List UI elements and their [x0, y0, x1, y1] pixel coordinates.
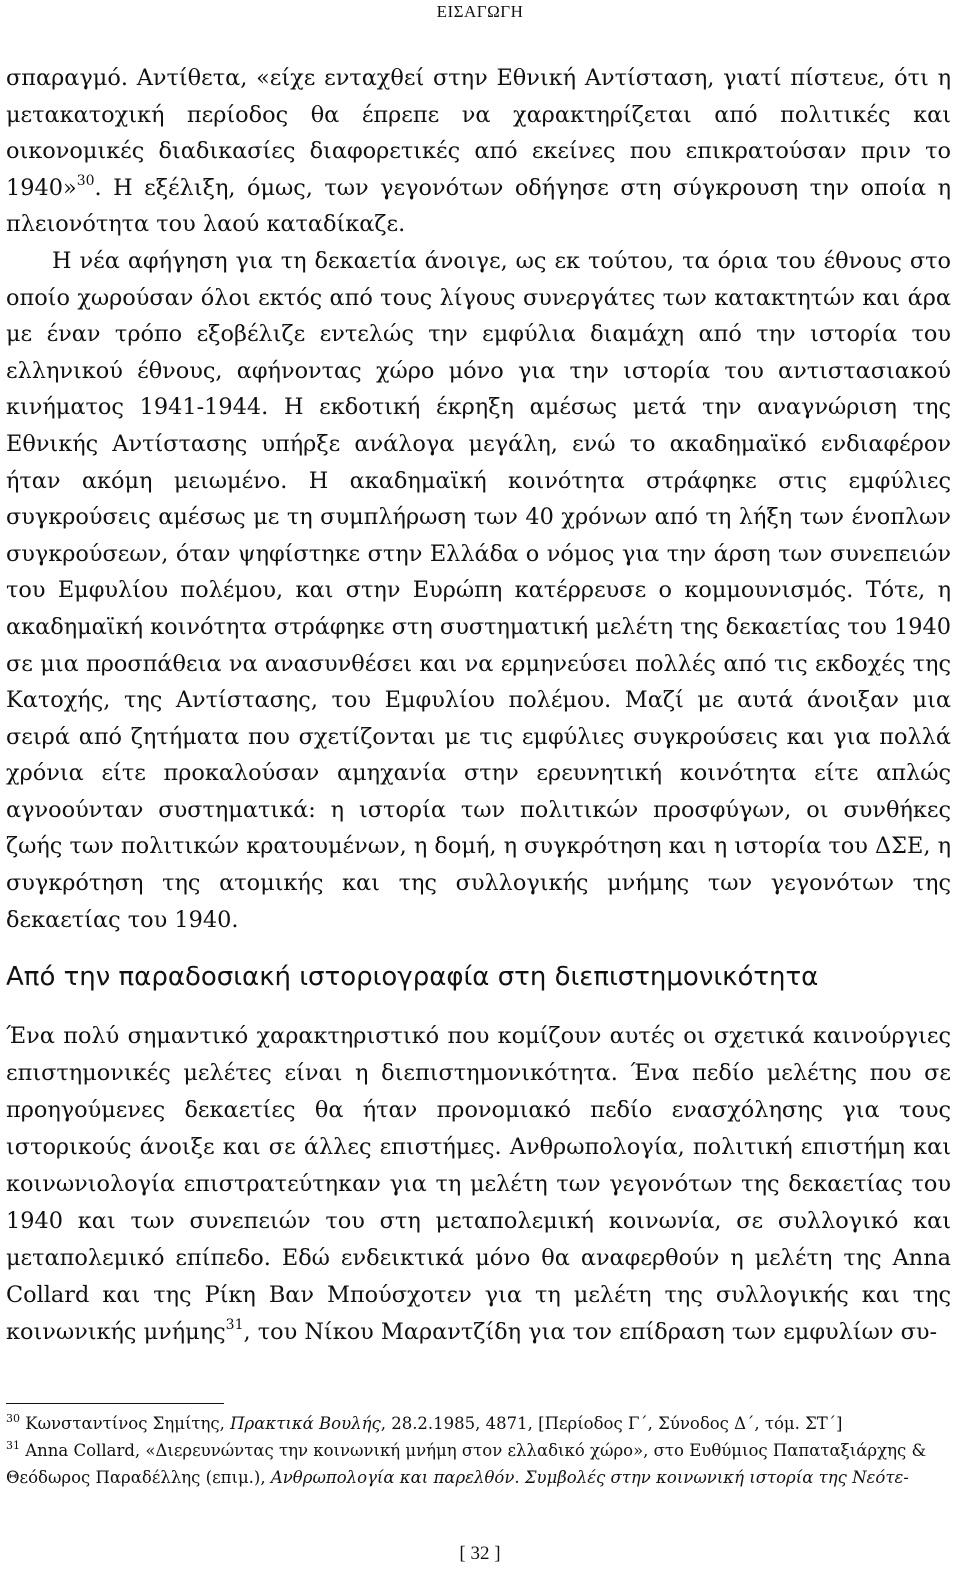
page-number: [ 32 ]: [459, 1543, 501, 1564]
section-paragraph: [6, 1018, 951, 1351]
footnotes: [6, 1410, 951, 1491]
footnote-text: Κωνσταντίνος Σημίτης,: [25, 1414, 231, 1433]
footnote-ref-30[interactable]: 30: [76, 172, 95, 189]
footnote-text: Anna Collard, «Διερευνώντας την κοινωνική μνήμη στον ελλαδικό χώρο», στο Ευθύμιος Παπαταξιάρχης & Θεόδωρος Παραδέλλης (επιμ.),: [6, 1441, 927, 1487]
footnote-title: Πρακτικά Βουλής: [230, 1414, 381, 1433]
paragraph-1-text-b: . Η εξέλιξη, όμως, των γεγονότων οδήγησε στη σύγκρουση την οποία η πλειονότητα του λαού καταδίκαζε.: [6, 174, 951, 238]
footnote-ref-31[interactable]: 31: [225, 1317, 244, 1333]
footnote-text-end: , 28.2.1985, 4871, [Περίοδος Γ΄, Σύνοδος Δ΄, τόμ. ΣΤ΄]: [380, 1414, 843, 1433]
paragraph-1: [6, 60, 951, 243]
footnote-title: Ανθρωπολογία και παρελθόν. Συμβολές στην κοινωνική ιστορία της Νεότε-: [270, 1468, 909, 1487]
running-header: ΕΙΣΑΓΩΓΗ: [436, 2, 524, 21]
section-text-b: , του Νίκου Μαραντζίδη για τον επίδραση των εμφυλίων συ-: [243, 1319, 938, 1345]
footnote-number: 31: [6, 1439, 20, 1452]
paragraph-1-text-a: σπαραγμό. Αντίθετα, «είχε ενταχθεί στην Εθνική Αντίσταση, γιατί πίστευε, ότι η μετακατοχική περίοδος θα έπρεπε να χαρακτηρίζεται από πολιτικές και οικονομικές διαδικασίες διαφορετικές από εκείνες που επικρατούσαν πριν το 1940»: [6, 65, 951, 201]
section-heading: Από την παραδοσιακή ιστοριογραφία στη διεπιστημονικότητα: [6, 962, 819, 992]
footnote-31: [6, 1437, 951, 1491]
paragraph-2: Η νέα αφήγηση για τη δεκαετία άνοιγε, ως εκ τούτου, τα όρια του έθνους στο οποίο χωρούσαν όλοι εκτός από τους λίγους συνεργάτες των κατακτητών και άρα με έναν τρόπο εξοβέλιζε εντελώς την εμφύλια διαμάχη από την ιστορία του ελληνικού έθνους, αφήνοντας χώρο μόνο για την ιστορία του αντιστασιακού κινήματος 1941-1944. Η εκδοτική έκρηξη αμέσως μετά την αναγνώριση της Εθνικής Αντίστασης υπήρξε ανάλογα μεγάλη, ενώ το ακαδημαϊκό ενδιαφέρον ήταν ακόμη μειωμένο. Η ακαδημαϊκή κοινότητα στράφηκε στις εμφύλιες συγκρούσεις αμέσως με τη συμπλήρωση των 40 χρόνων από τη λήξη των ένοπλων συγκρούσεων, όταν ψηφίστηκε στην Ελλάδα ο νόμος για την άρση των συνεπειών του Εμφυλίου πολέμου, και στην Ευρώπη κατέρρευσε ο κομμουνισμός. Τότε, η ακαδημαϊκή κοινότητα στράφηκε στη συστηματική μελέτη της δεκαετίας του 1940 σε μια προσπάθεια να ανασυνθέσει και να ερμηνεύσει πολλές από τις εκδοχές της Κατοχής, της Αντίστασης, του Εμφυλίου πολέμου. Μαζί με αυτά άνοιξαν μια σειρά από ζητήματα που σχετίζονται με τις εμφύλιες συγκρούσεις και για πολλά χρόνια είτε προκαλούσαν αμηχανία στην ερευνητική κοινότητα είτε απλώς αγνοούνταν συστηματικά: η ιστορία των πολιτικών προσφύγων, οι συνθήκες ζωής των πολιτικών κρατουμένων, η δομή, η συγκρότηση και η ιστορία του ΔΣΕ, η συγκρότηση της ατομικής και της συλλογικής μνήμης των γεγονότων της δεκαετίας του 1940.: [6, 247, 951, 933]
footnote-separator: [6, 1403, 224, 1404]
section-text-a: Ένα πολύ σημαντικό χαρακτηριστικό που κομίζουν αυτές οι σχετικά καινούργιες επιστημονικές μελέτες είναι η διεπιστημονικότητα. Ένα πεδίο μελέτης που σε προηγούμενες δεκαετίες θα ήταν προνομιακό πεδίο ενασχόλησης για τους ιστορικούς άνοιξε και σε άλλες επιστήμες. Ανθρωπολογία, πολιτική επιστήμη και κοινωνιολογία επιστρατεύτηκαν για τη μελέτη των γεγονότων της δεκαετίας του 1940 και των συνεπειών του στη μεταπολεμική κοινωνία, σε συλλογικό και μεταπολεμικό επίπεδο. Εδώ ενδεικτικά μόνο θα αναφερθούν η μελέτη της Anna Collard και της Ρίκη Βαν Μπούσχοτεν για τη μελέτη της συλλογικής και της κοινωνικής μνήμης: [6, 1023, 951, 1345]
body-text: [6, 60, 951, 938]
footnote-number: 30: [6, 1412, 20, 1425]
footnote-30: [6, 1410, 951, 1437]
